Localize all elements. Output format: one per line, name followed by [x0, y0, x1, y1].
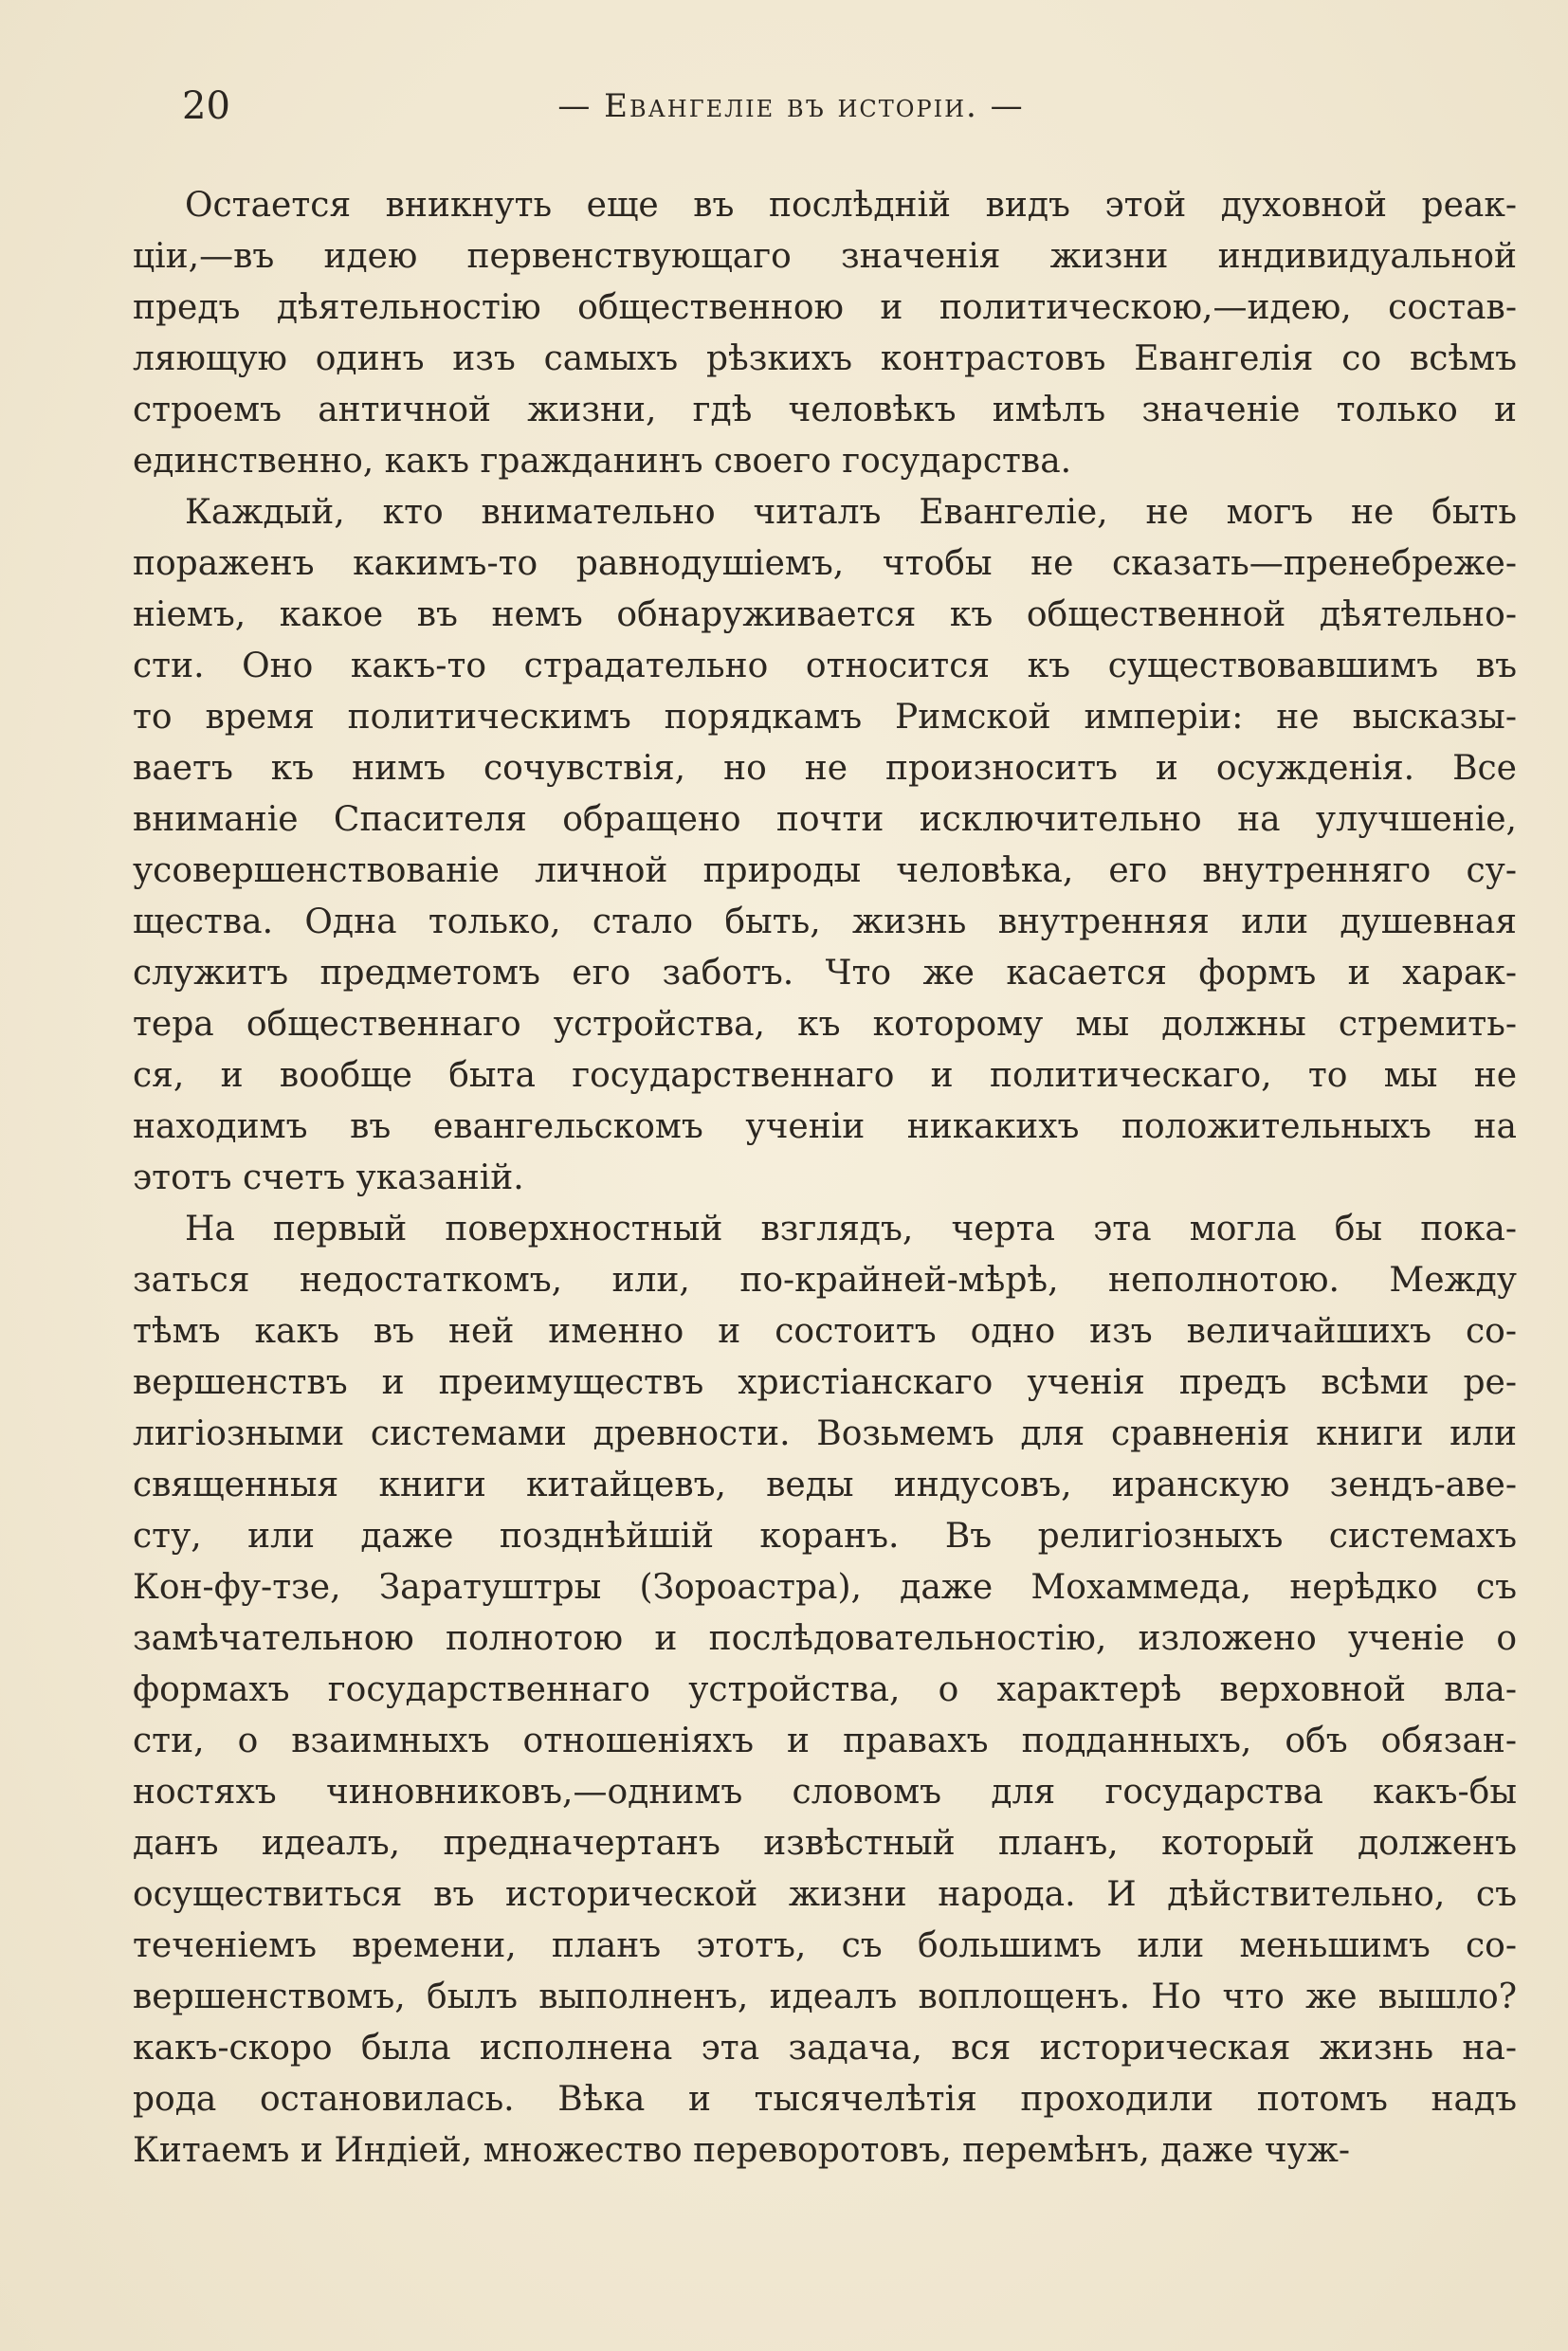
text-line: ваетъ къ нимъ сочувствія, но не произноситъ и осужденія. Все: [133, 749, 1517, 788]
page-number: 20: [182, 84, 230, 128]
text-line: ціи,—въ идею первенствующаго значенія жизни индивидуальной: [133, 237, 1517, 276]
text-line: На первый поверхностный взглядъ, черта эта могла бы пока-: [185, 1210, 1517, 1248]
text-line: ляющую одинъ изъ самыхъ рѣзкихъ контрастовъ Евангелія со всѣмъ: [133, 339, 1517, 378]
text-line: вершенствомъ, былъ выполненъ, идеалъ воплощенъ. Но что же вышло?: [133, 1977, 1517, 2016]
text-line: усовершенствованіе личной природы человѣка, его внутренняго су-: [133, 851, 1517, 890]
text-line: этотъ счетъ указаній.: [133, 1158, 524, 1197]
text-line: единственно, какъ гражданинъ своего государства.: [133, 442, 1072, 481]
text-line: вниманіе Спасителя обращено почти исключительно на улучшеніе,: [133, 800, 1517, 839]
paragraph: [133, 487, 1517, 1204]
text-line: лигіозными системами древности. Возьмемъ для сравненія книги или: [133, 1414, 1517, 1453]
text-line: щества. Одна только, стало быть, жизнь внутренняя или душевная: [133, 902, 1517, 941]
text-line: осуществиться въ исторической жизни народа. И дѣйствительно, съ: [133, 1875, 1517, 1914]
text-line: Каждый, кто внимательно читалъ Евангеліе, не могъ не быть: [185, 493, 1517, 532]
running-title: — Евангеліе въ исторіи. —: [557, 87, 1025, 125]
text-line: предъ дѣятельностію общественною и политическою,—идею, состав-: [133, 288, 1517, 327]
page-header: [182, 80, 1400, 133]
text-line: рода остановилась. Вѣка и тысячелѣтія проходили потомъ надъ: [133, 2080, 1517, 2119]
text-line: данъ идеалъ, предначертанъ извѣстный планъ, который долженъ: [133, 1824, 1517, 1863]
text-line: служитъ предметомъ его заботъ. Что же касается формъ и харак-: [133, 954, 1517, 993]
text-line: ся, и вообще быта государственнаго и политическаго, то мы не: [133, 1056, 1517, 1095]
text-line: какъ-скоро была исполнена эта задача, вся историческая жизнь на-: [133, 2029, 1517, 2068]
text-line: пораженъ какимъ-то равнодушіемъ, чтобы не сказать—пренебреже-: [133, 544, 1517, 583]
text-line: заться недостаткомъ, или, по-крайней-мѣрѣ, неполнотою. Между: [133, 1261, 1517, 1300]
text-line: сти. Оно какъ-то страдательно относится къ существовавшимъ въ: [133, 647, 1517, 685]
paragraph: [133, 1204, 1517, 2177]
text-line: теченіемъ времени, планъ этотъ, съ большимъ или меньшимъ со-: [133, 1926, 1517, 1965]
text-line: священныя книги китайцевъ, веды индусовъ, иранскую зендъ-аве-: [133, 1466, 1517, 1504]
text-line: Китаемъ и Индіей, множество переворотовъ, перемѣнъ, даже чуж-: [133, 2131, 1350, 2170]
text-line: вершенствъ и преимуществъ христіанскаго ученія предъ всѣми ре-: [133, 1363, 1517, 1402]
paragraph: [133, 180, 1517, 487]
text-line: тѣмъ какъ въ ней именно и состоитъ одно изъ величайшихъ со-: [133, 1312, 1517, 1351]
text-line: сти, о взаимныхъ отношеніяхъ и правахъ подданныхъ, объ обязан-: [133, 1722, 1517, 1760]
text-line: ніемъ, какое въ немъ обнаруживается къ общественной дѣятельно-: [133, 595, 1517, 634]
text-line: замѣчательною полнотою и послѣдовательностію, изложено ученіе о: [133, 1619, 1517, 1658]
text-line: ностяхъ чиновниковъ,—однимъ словомъ для государства какъ-бы: [133, 1773, 1517, 1812]
text-line: сту, или даже позднѣйшій коранъ. Въ религіозныхъ системахъ: [133, 1517, 1517, 1556]
text-line: Остается вникнуть еще въ послѣдній видъ этой духовной реак-: [185, 186, 1517, 225]
text-line: Кон-фу-тзе, Заратуштры (Зороастра), даже Мохаммеда, нерѣдко съ: [133, 1568, 1517, 1607]
text-line: тера общественнаго устройства, къ которому мы должны стремить-: [133, 1005, 1517, 1044]
text-line: строемъ античной жизни, гдѣ человѣкъ имѣлъ значеніе только и: [133, 391, 1517, 429]
text-line: то время политическимъ порядкамъ Римской имперіи: не высказы-: [133, 698, 1517, 737]
text-line: формахъ государственнаго устройства, о характерѣ верховной вла-: [133, 1670, 1517, 1709]
text-line: находимъ въ евангельскомъ ученіи никакихъ положительныхъ на: [133, 1107, 1517, 1146]
body-text: [133, 180, 1517, 2177]
